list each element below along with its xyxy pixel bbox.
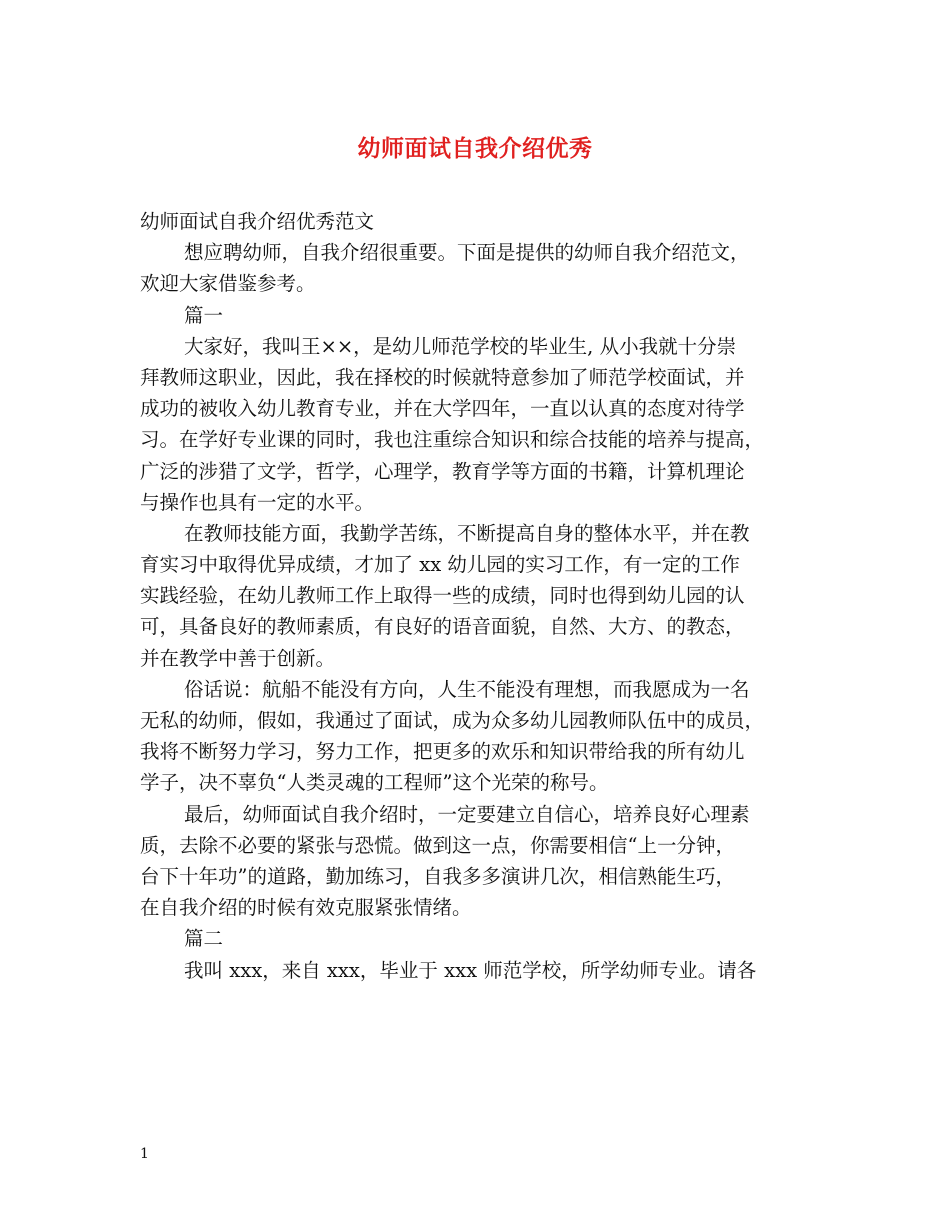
text-line: 我叫 xxx，来自 xxx，毕业于 xxx 师范学校，所学幼师专业。请各 (184, 958, 757, 982)
page-number: 1 (140, 1146, 149, 1162)
text-line: 台下十年功”的道路，勤加练习，自我多多演讲几次，相信熟能生巧， (140, 864, 735, 888)
section-heading: 篇一 (184, 303, 224, 327)
text-line: 无私的幼师，假如，我通过了面试，成为众多幼儿园教师队伍中的成员， (140, 709, 765, 732)
text-line: 成功的被收入幼儿教育专业，并在大学四年，一直以认真的态度对待学 (140, 397, 745, 421)
text-line: 想应聘幼师，自我介绍很重要。下面是提供的幼师自我介绍范文， (184, 241, 750, 265)
text-line: 质，去除不必要的紧张与恐慌。做到这一点，你需要相信“上一分钟， (140, 833, 735, 857)
text-line: 拜教师这职业，因此，我在择校的时候就特意参加了师范学校面试，并 (140, 365, 745, 389)
text-line: 育实习中取得优异成绩，才加了 xx 幼儿园的实习工作，有一定的工作 (140, 553, 740, 577)
text-line: 最后，幼师面试自我介绍时，一定要建立自信心，培养良好心理素 (184, 802, 750, 826)
text-line: 欢迎大家借鉴参考。 (140, 272, 316, 296)
document-title: 幼师面试自我介绍优秀 (357, 135, 593, 162)
text-line: 广泛的涉猎了文学，哲学，心理学，教育学等方面的书籍，计算机理论 (140, 459, 745, 483)
text-line: 大家好，我叫王××，是幼儿师范学校的毕业生, 从小我就十分崇 (184, 334, 737, 358)
section-heading: 篇二 (184, 927, 224, 951)
text-line: 实践经验，在幼儿教师工作上取得一些的成绩，同时也得到幼儿园的认 (140, 584, 745, 608)
text-line: 幼师面试自我介绍优秀范文 (140, 210, 375, 233)
text-line: 并在教学中善于创新。 (140, 646, 336, 670)
text-line: 习。在学好专业课的同时，我也注重综合知识和综合技能的培养与提高， (140, 428, 765, 452)
document-body (140, 206, 816, 986)
text-line: 可，具备良好的教师素质，有良好的语音面貌，自然、大方、的教态， (140, 615, 745, 639)
text-line: 在教师技能方面，我勤学苦练，不断提高自身的整体水平，并在教 (184, 521, 750, 545)
text-line: 与操作也具有一定的水平。 (140, 490, 375, 514)
text-line: 我将不断努力学习，努力工作，把更多的欢乐和知识带给我的所有幼儿 (140, 740, 745, 764)
text-line: 俗话说：航船不能没有方向，人生不能没有理想，而我愿成为一名 (184, 677, 750, 701)
text-line: 在自我介绍的时候有效克服紧张情绪。 (140, 896, 472, 920)
text-line: 学子，决不辜负“人类灵魂的工程师”这个光荣的称号。 (140, 771, 609, 795)
